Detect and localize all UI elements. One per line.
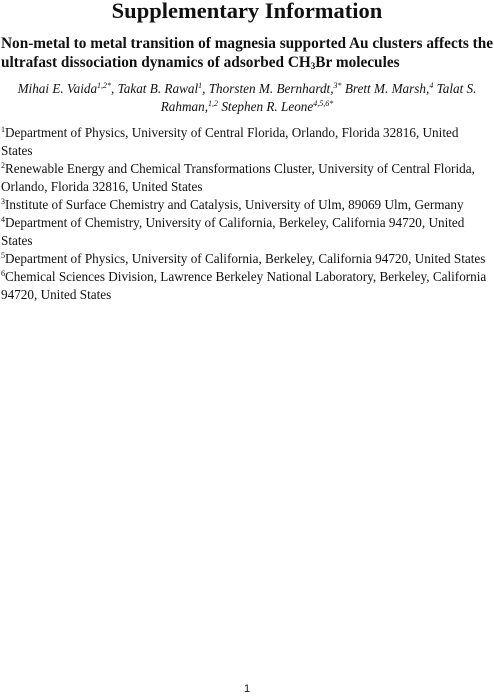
author: Mihai E. Vaida$^{1,2*}$, [17, 81, 118, 96]
paper-title-subscript: 3 [310, 60, 316, 71]
affiliation-item: $^1$Department of Physics, University of Central Florida, Orlando, Florida 32816, United States [1, 125, 459, 158]
affiliation-item: $^6$Chemical Sciences Division, Lawrence Berkeley National Laboratory, Berkeley, California 94720, United States [1, 269, 487, 302]
author: Brett M. Marsh,$^4$ [344, 81, 434, 96]
author: Talat S. Rahman,$^{1,2}$ [160, 81, 477, 114]
paper-title-tail: Br molecules [315, 53, 400, 71]
author: Takat B. Rawal$^1$, [117, 81, 209, 96]
affiliation-list [1, 124, 493, 304]
author: Thorsten M. Bernhardt,$^{3*}$ [208, 81, 342, 96]
affiliation-item: $^2$Renewable Energy and Chemical Transformations Cluster, University of Central Florida, Orlando, Florida 32816, United States [1, 161, 475, 194]
supplementary-heading: Supplementary Information [111, 0, 383, 23]
author-list [6, 80, 488, 116]
author: Stephen R. Leone$^{4,5,6*}$ [221, 99, 334, 114]
page-number: 1 [243, 683, 251, 695]
paper-title-main: Non-metal to metal transition of magnesia supported Au clusters affects the ultrafast dissociation dynamics of adsorbed CH [1, 35, 493, 71]
paper-title [1, 35, 493, 72]
affiliation-item: $^4$Department of Chemistry, University of California, Berkeley, California 94720, United States [1, 215, 465, 248]
affiliation-item: $^3$Institute of Surface Chemistry and Catalysis, University of Ulm, 89069 Ulm, Germany [1, 197, 464, 212]
affiliation-item: $^5$Department of Physics, University of California, Berkeley, California 94720, United States [1, 251, 486, 266]
